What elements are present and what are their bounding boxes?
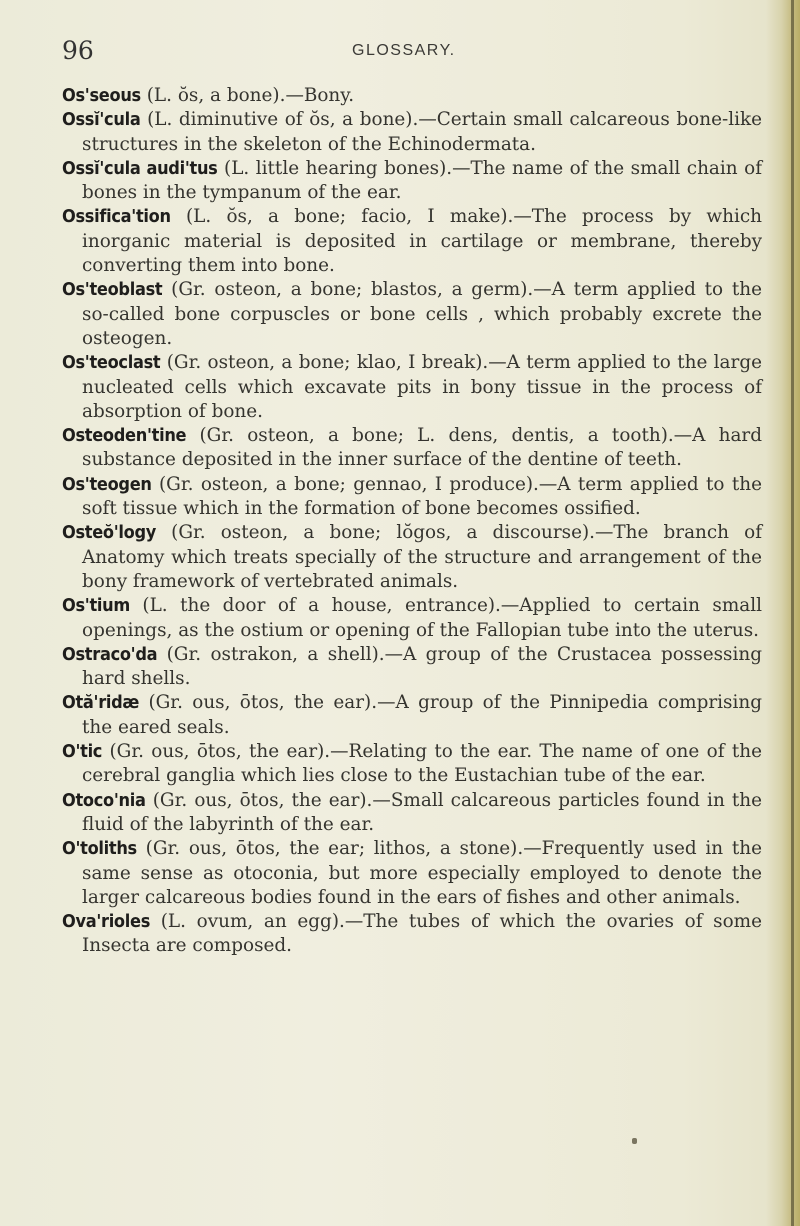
entry-etymology: (Gr. ous, ōtos, the ear). bbox=[109, 741, 331, 763]
entry-etymology: (Gr. osteon, a bone; blastos, a germ). bbox=[171, 279, 534, 301]
glossary-entry bbox=[62, 278, 762, 351]
entry-definition: —The process by which inorganic material is deposited in cartilage or membrane, thereby converting them into bone. bbox=[82, 206, 762, 277]
entry-definition: —A group of the Crustacea possessing hard shells. bbox=[82, 643, 762, 690]
entry-term: Ossĭ'cula bbox=[62, 109, 141, 131]
entry-definition: —Bony. bbox=[285, 85, 355, 106]
glossary-entry bbox=[62, 643, 762, 692]
entry-term: Ossifica'tion bbox=[62, 206, 171, 228]
glossary-entry bbox=[62, 108, 762, 157]
entry-definition: —A term applied to the so-called bone corpuscles or bone cells , which probably excrete the osteogen. bbox=[82, 279, 762, 349]
entry-definition: —Small calcareous particles found in the fluid of the labyrinth of the ear. bbox=[82, 789, 762, 835]
page-edge-shadow bbox=[766, 0, 800, 1226]
entry-etymology: (L. the door of a house, entrance). bbox=[142, 595, 501, 617]
entry-etymology: (L. ŏs, a bone; facio, I make). bbox=[185, 206, 514, 228]
entry-etymology: (Gr. ous, ōtos, the ear). bbox=[148, 692, 378, 714]
entry-etymology: (Gr. osteon, a bone; gennao, I produce). bbox=[159, 473, 539, 495]
entry-term: Os'tium bbox=[62, 595, 130, 617]
entry-definition: —Certain small calcareous bone-like structures in the skeleton of the Echinodermata. bbox=[82, 109, 762, 155]
glossary-entry bbox=[62, 473, 762, 522]
entry-definition: —Relating to the ear. The name of one of the cerebral ganglia which lies close to the Eustachian tube of the ear. bbox=[82, 741, 762, 787]
glossary-entry bbox=[62, 740, 762, 789]
page-number: 96 bbox=[62, 36, 94, 65]
glossary-entry bbox=[62, 910, 762, 959]
entry-term: Os'teogen bbox=[62, 473, 152, 495]
glossary-entry bbox=[62, 594, 762, 643]
entry-term: Ostraco'da bbox=[62, 643, 158, 665]
entry-term: O'tic bbox=[62, 741, 103, 763]
entry-term: Os'teoclast bbox=[62, 352, 161, 374]
entry-definition: —The tubes of which the ovaries of some Insecta are composed. bbox=[82, 911, 763, 957]
entry-term: Ossĭ'cula audi'tus bbox=[62, 157, 218, 179]
entry-etymology: (L. ovum, an egg). bbox=[160, 911, 345, 933]
page-header bbox=[62, 36, 762, 66]
entry-term: Os'seous bbox=[62, 85, 141, 106]
entry-definition: —A group of the Pinnipedia comprising the eared seals. bbox=[82, 692, 762, 738]
entry-definition: —The name of the small chain of bones in the tympanum of the ear. bbox=[82, 157, 763, 204]
running-head: GLOSSARY. bbox=[352, 42, 456, 59]
entry-etymology: (L. little hearing bones). bbox=[224, 157, 453, 179]
entry-term: Otoco'nia bbox=[62, 789, 146, 811]
entry-definition: —Frequently used in the same sense as otoconia, but more especially employed to denote the larger calcareous bodies found in the ears of fishes and other animals. bbox=[82, 838, 762, 908]
ink-speck bbox=[632, 1138, 637, 1144]
entry-definition: —A term applied to the soft tissue which in the formation of bone becomes ossified. bbox=[82, 473, 762, 520]
entry-term: Ova'rioles bbox=[62, 911, 151, 933]
entry-term: Osteoden'tine bbox=[62, 425, 187, 447]
entry-definition: —A hard substance deposited in the inner surface of the dentine of teeth. bbox=[82, 425, 762, 471]
glossary-entry bbox=[62, 691, 762, 740]
glossary-entry bbox=[62, 205, 762, 278]
entry-etymology: (Gr. osteon, a bone; klao, I break). bbox=[166, 352, 489, 374]
entry-definition: —The branch of Anatomy which treats specially of the structure and arrangement of the bony framework of vertebrated animals. bbox=[82, 522, 762, 592]
glossary-entry bbox=[62, 157, 762, 206]
entry-definition: —A term applied to the large nucleated cells which excavate pits in bony tissue in the process of absorption of bone. bbox=[82, 352, 762, 422]
glossary-entry bbox=[62, 837, 762, 910]
glossary-entry bbox=[62, 84, 762, 108]
entry-etymology: (L. ŏs, a bone). bbox=[146, 85, 286, 106]
entry-term: O'toliths bbox=[62, 838, 137, 860]
page-edge-line bbox=[791, 0, 794, 1226]
entry-term: Osteŏ'logy bbox=[62, 522, 157, 544]
entry-etymology: (Gr. ostrakon, a shell). bbox=[166, 643, 385, 665]
entry-etymology: (Gr. ous, ōtos, the ear). bbox=[152, 789, 373, 811]
entry-etymology: (Gr. ous, ōtos, the ear; lithos, a stone). bbox=[145, 838, 524, 860]
entry-etymology: (Gr. osteon, a bone; L. dens, dentis, a tooth). bbox=[199, 425, 674, 447]
glossary-entry bbox=[62, 789, 762, 838]
entry-etymology: (L. diminutive of ŏs, a bone). bbox=[147, 109, 419, 131]
glossary-entry bbox=[62, 521, 762, 594]
glossary-entry bbox=[62, 351, 762, 424]
entry-term: Os'teoblast bbox=[62, 279, 163, 301]
glossary-entry bbox=[62, 424, 762, 473]
entry-term: Otă'ridæ bbox=[62, 692, 140, 714]
entry-etymology: (Gr. osteon, a bone; lŏgos, a discourse). bbox=[171, 522, 596, 544]
glossary-entries bbox=[62, 84, 762, 959]
entry-definition: —Applied to certain small openings, as the ostium or opening of the Fallopian tube into the uterus. bbox=[82, 595, 763, 641]
